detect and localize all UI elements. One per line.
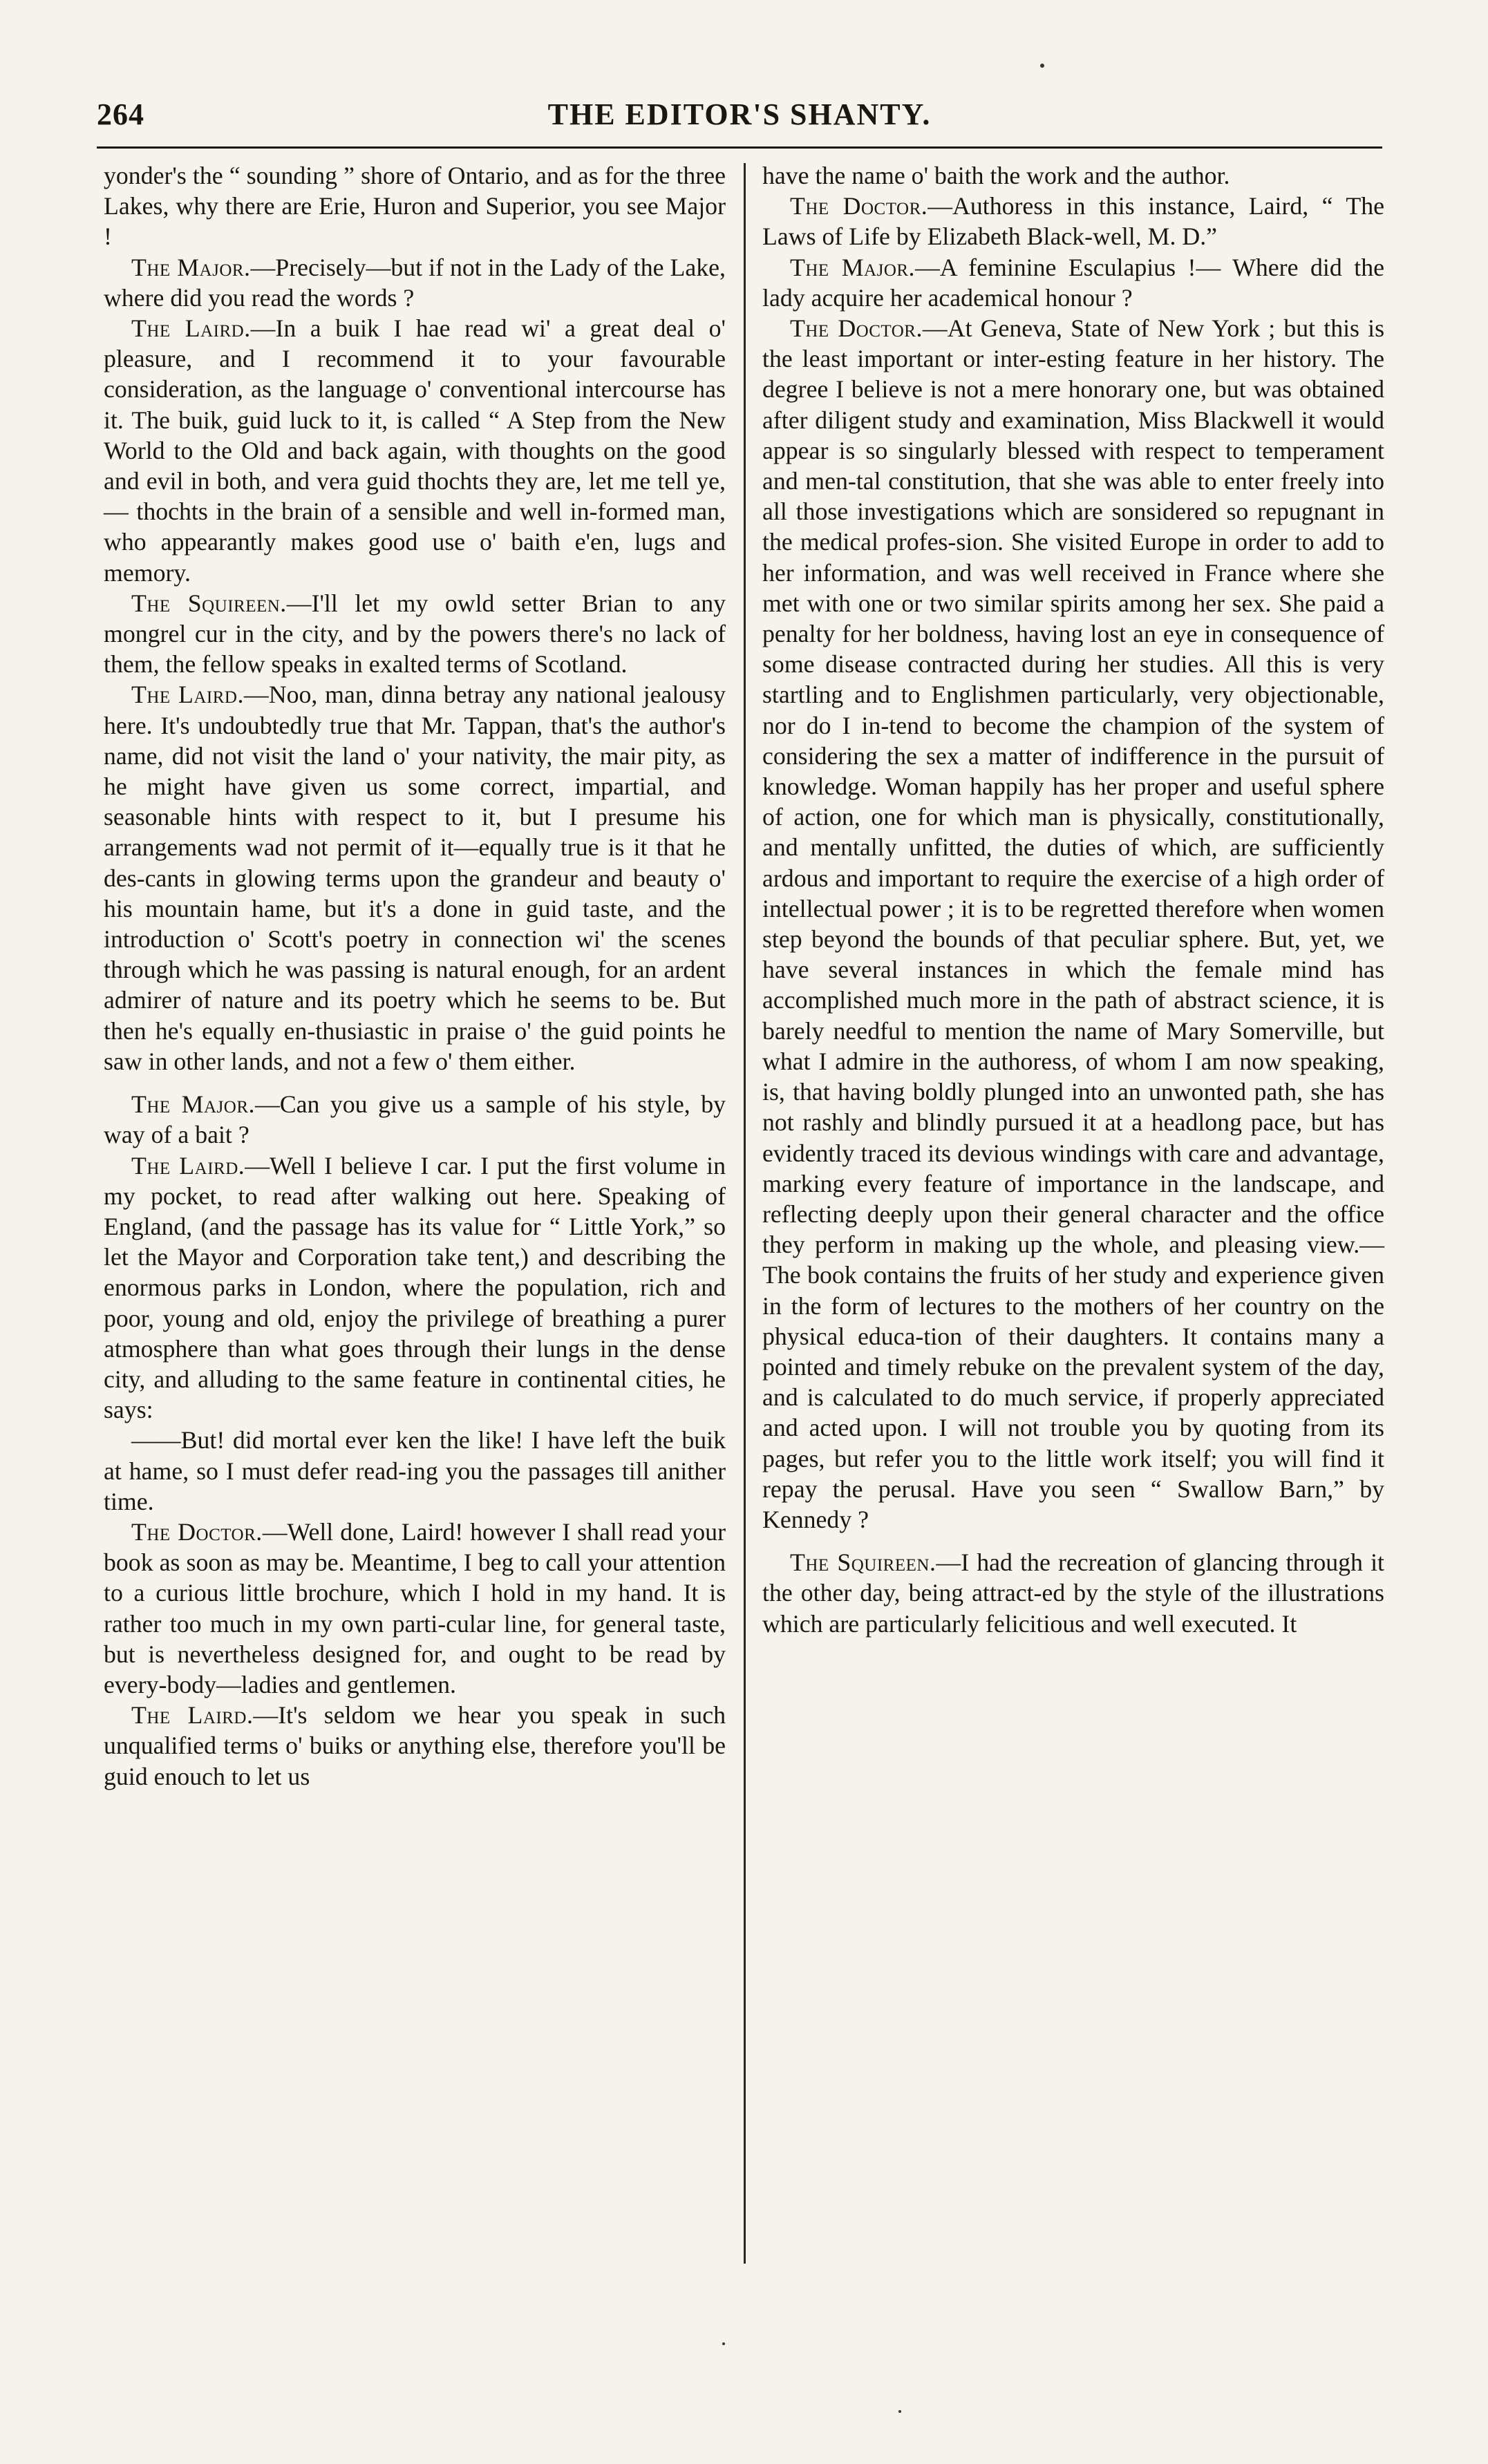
paragraph: The Doctor.—At Geneva, State of New York ; but this is the least important or inter-esting feature in her history. The degree I believe is not a mere honorary one, but was obtained after diligent study and examination, Miss Blackwell it would appear is so singularly blessed with respect to temperament and men-tal constitution, that she was able to enter freely into all those investigations which are sonsidered so repugnant in the medical profes-sion. She visited Europe in order to add to her information, and was well received in France where she met with one or two similar spirits among her sex. She paid a penalty for her boldness, having lost an eye in consequence of some disease contracted during her studies. All this is very startling and to Englishmen particularly, very objectionable, nor do I in-tend to become the champion of the system of considering the sex a matter of indifference in the pursuit of knowledge. Woman happily has her proper and useful sphere of action, one for which man is physically, constitutionally, and mentally unfitted, the duties of which, are sufficiently ardous and important to require the exercise of a high order of intellectual power ; it is to be regretted therefore when women step beyond the bounds of that peculiar sphere. But, yet, we have several instances in which the female mind has accomplished much more in the path of abstract science, it is barely needful to mention the name of Mary Somerville, but what I admire in the authoress, of whom I am now speaking, is, that having boldly plunged into an unwonted path, she has not rashly and blindly pursued it at a headlong pace, but has evidently traced its devious windings with care and advantage, marking every feature of importance in the landscape, and reflecting deeply upon their general character and the office they perform in making up the whole, and pleasing view.— The book contains the fruits of her study and experience given in the form of lectures to the mothers of her country on the physical educa-tion of their daughters. It contains many a pointed and timely rebuke on the prevalent system of the day, and is calculated to do much service, if properly appreciated and acted upon. I will not trouble you by quoting from its pages, but refer you to the little work itself; you will find it repay the perusal. Have you seen “ Swallow Barn,” by Kennedy ? [762,314,1385,1533]
speaker-name: The Doctor. [790,192,928,220]
left-column [104,160,726,2268]
paragraph: The Laird.—Noo, man, dinna betray any national jealousy here. It's undoubtedly true that Mr. Tappan, that's the author's name, did not visit the land o' your nativity, the mair pity, as he might have given us some correct, impartial, and seasonable hints with respect to it, but I presume his arrangements wad not permit of it—equally true is it that he des-cants in glowing terms upon the grandeur and beauty o' his mountain hame, but it's a done in guid taste, and the introduction o' Scott's poetry in connection wi' the scenes through which he was passing is natural enough, for an ardent admirer of nature and its poetry which he seems to be. But then he's equally en-thusiastic in praise o' the guid points he saw in other lands, and not a few o' them either. [104,681,726,1075]
paragraph: The Squireen.—I'll let my owld setter Brian to any mongrel cur in the city, and by the powers there's no lack of them, the fellow speaks in exalted terms of Scotland. [104,589,726,679]
paragraph: The Doctor.—Well done, Laird! however I shall read your book as soon as may be. Meantime, I beg to call your attention to a curious little brochure, which I hold in my hand. It is rather too much in my own parti-cular line, for general taste, but is nevertheless designed for, and ought to be read by every-body—ladies and gentlemen. [104,1517,726,1698]
right-column [762,160,1384,2268]
paragraph: have the name o' baith the work and the author. [762,162,1230,189]
paragraph: The Major.—A feminine Esculapius !— Where did the lady acquire her academical honour ? [762,253,1384,312]
paragraph: The Major.—Precisely—but if not in the Lady of the Lake, where did you read the words ? [104,253,726,312]
paragraph: yonder's the “ sounding ” shore of Ontario, and as for the three Lakes, why there are Erie, Huron and Superior, you see Major ! [104,162,726,251]
paragraph: The Doctor.—Authoress in this instance, Laird, “ The Laws of Life by Elizabeth Black-well, M. D.” [762,192,1384,251]
ink-speck [1040,64,1044,68]
ink-speck [722,2342,725,2345]
paragraph: The Major.—Can you give us a sample of his style, by way of a bait ? [104,1090,726,1149]
speaker-name: The Squireen. [131,589,287,617]
paragraph: The Laird.—It's seldom we hear you speak in such unqualified terms o' buiks or anything else, therefore you'll be guid enouch to let us [104,1701,726,1790]
running-title: THE EDITOR'S SHANTY. [547,97,932,131]
paragraph: The Squireen.—I had the recreation of glancing through it the other day, being attract-ed by the style of the illustrations which are particularly felicitious and well executed. It [762,1548,1384,1638]
speaker-name: The Doctor. [790,314,923,343]
speaker-name: The Major. [131,1090,255,1119]
speaker-name: The Major. [131,253,251,281]
paragraph: The Laird.—Well I believe I car. I put the first volume in my pocket, to read after walking out here. Speaking of England, (and the passage has its value for “ Little York,” so let the Mayor and Corporation take tent,) and describing the enormous parks in London, where the population, rich and poor, young and old, enjoy the privilege of breathing a purer atmosphere than what goes through their lungs in the dense city, and alluding to the same feature in continental cities, he says: [104,1151,726,1424]
speaker-name: The Laird. [131,681,244,709]
header-rule [97,146,1382,149]
speaker-name: The Squireen. [790,1548,936,1577]
paragraph: The Laird.—In a buik I hae read wi' a great deal o' pleasure, and I recommend it to your favourable consideration, as the language o' conventional intercourse has it. The buik, guid luck to it, is called “ A Step from the New World to the Old and back again, with thoughts on the good and evil in both, and vera guid thochts they are, let me tell ye,— thochts in the brain of a sensible and well in-formed man, who appearantly makes good use o' baith e'en, lugs and memory. [104,314,726,587]
speaker-name: The Laird. [131,1151,245,1179]
speaker-name: The Doctor. [131,1517,263,1546]
column-divider [744,163,746,2264]
ink-speck [898,2410,901,2413]
speaker-name: The Laird. [131,314,251,343]
page-header [97,97,1382,138]
speaker-name: The Laird. [131,1701,254,1729]
paragraph: ——But! did mortal ever ken the like! I have left the buik at hame, so I must defer read-ing you the passages till anither time. [104,1426,726,1515]
page-number: 264 [97,97,144,131]
speaker-name: The Major. [790,253,915,281]
